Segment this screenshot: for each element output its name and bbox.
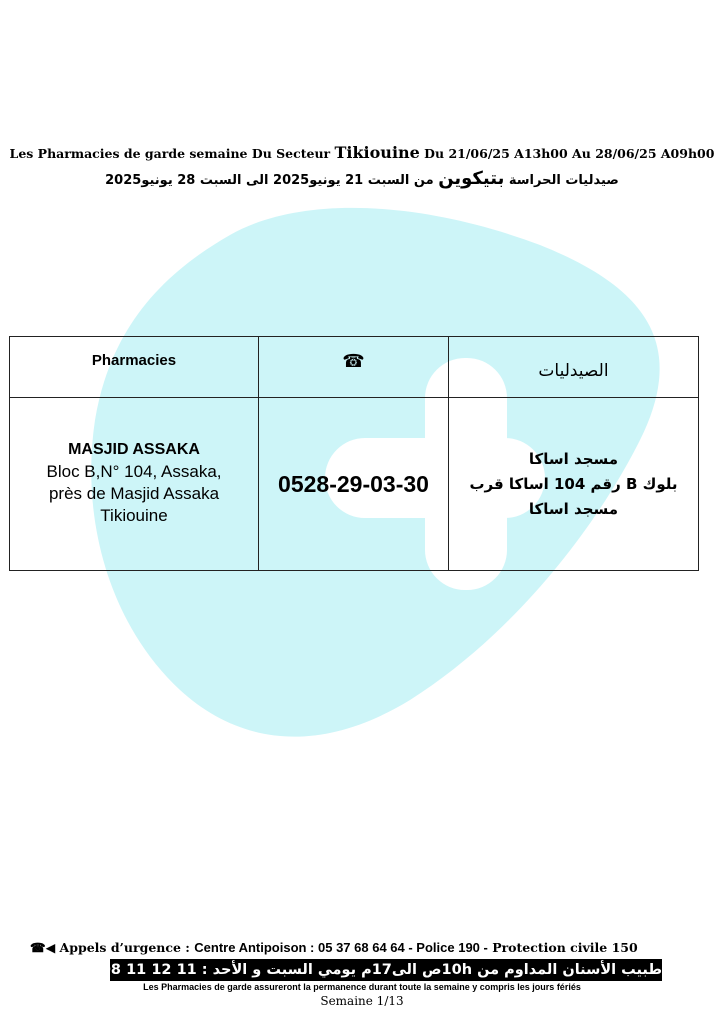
title-fr-part2: Du 21/06/25 A13h00 Au 28/06/25 A09h00 — [419, 146, 715, 161]
phone-icon: ☎ — [342, 350, 365, 371]
emergency-line — [30, 940, 670, 955]
title-ar-sector: بتيكوين — [438, 168, 505, 189]
pharmacy-address-line1: Bloc B,N° 104, Assaka, — [46, 462, 222, 481]
header-ar-cell — [449, 337, 699, 398]
pharmacy-ar-line2: بلوك B رقم 104 اساكا قرب — [469, 474, 678, 493]
dentist-banner: طبيب الأسنان المداوم من 10hص الى17م يومي السبت و الأحد : 11 12 11 08 06 — [110, 959, 662, 981]
page-number: Semaine 1/13 — [320, 994, 404, 1008]
header-pharmacies-cell — [10, 337, 259, 398]
table-row — [10, 398, 699, 571]
urgence-sep: : — [180, 940, 195, 955]
pharmacy-ar-line1: مسجد اساكا — [528, 449, 619, 468]
pharmacy-address-line3: Tikiouine — [100, 506, 168, 525]
pharmacy-address-line2: près de Masjid Assaka — [48, 484, 220, 503]
pharmacy-ar-cell — [449, 398, 699, 571]
header-pharmacies: Pharmacies — [91, 352, 177, 369]
header-phone-cell — [259, 337, 449, 398]
pharmacies-table — [9, 336, 699, 571]
antipoison-info: Centre Antipoison : 05 37 68 64 64 - Police 190 - — [194, 940, 488, 955]
protection-civile: Protection civile 150 — [487, 940, 638, 955]
title-ar-part1: صيدليات الحراسة — [504, 173, 619, 188]
phone-speaker-icon: ☎◀ — [30, 940, 56, 955]
title-fr-sector: Tikiouine — [334, 143, 420, 162]
pharmacy-fr-cell — [10, 398, 259, 571]
title-fr-part1: Les Pharmacies de garde semaine Du Secteur — [9, 146, 335, 161]
urgence-label: Appels d’urgence — [59, 940, 181, 955]
title-ar — [0, 168, 724, 189]
pharmacy-ar-line3: مسجد اساكا — [528, 499, 619, 518]
title-ar-part2: من السبت 21 يونيو2025 الى السبت 28 يونيو2025 — [105, 173, 439, 188]
pharmacy-phone: 0528-29-03-30 — [278, 470, 429, 497]
table-header-row — [10, 337, 699, 398]
pharmacy-name: MASJID ASSAKA — [68, 441, 200, 458]
header-ar: الصيدليات — [538, 361, 609, 381]
title-fr — [0, 143, 724, 162]
footer-note: Les Pharmacies de garde assureront la permanence durant toute la semaine y compris les jours fériés — [143, 982, 581, 992]
pharmacy-phone-cell — [259, 398, 449, 571]
